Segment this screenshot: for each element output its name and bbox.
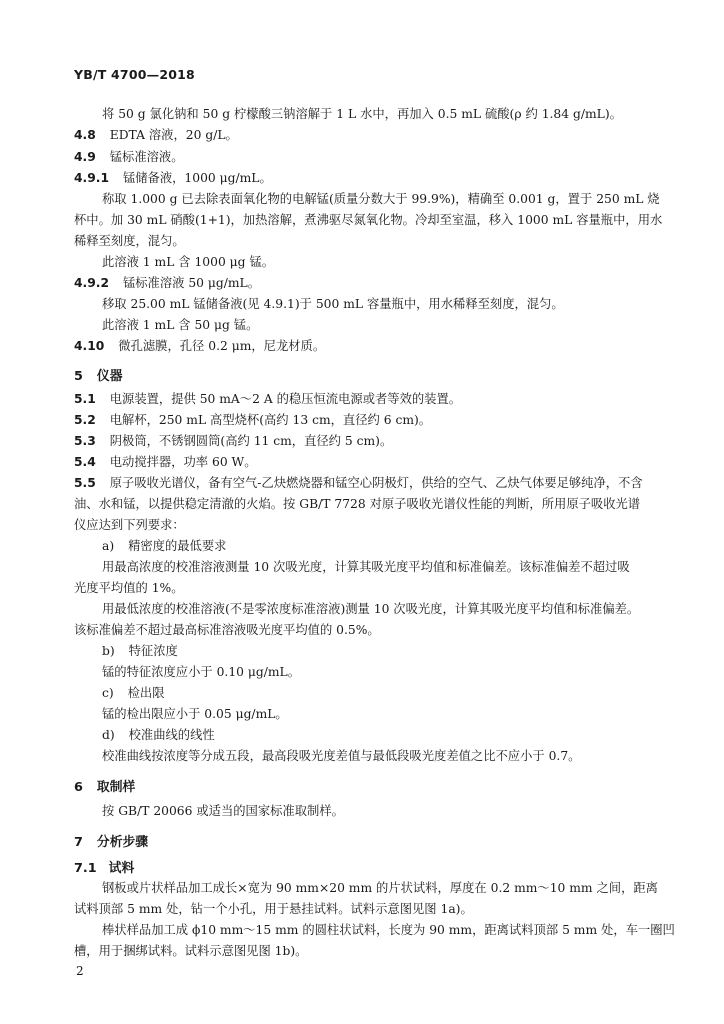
list-item-text: 精密度的最低要求 <box>128 539 227 553</box>
text-line: 此溶液 1 mL 含 1000 μg 锰。 <box>102 255 275 269</box>
subsection-number: 7.1 <box>74 861 97 876</box>
clause-number: 4.8 <box>74 128 96 142</box>
list-marker: c) <box>102 686 114 700</box>
section-number: 6 <box>74 780 83 795</box>
section-number: 7 <box>74 835 83 850</box>
clause-text: 锰储备液，1000 μg/mL。 <box>122 171 272 185</box>
text-line: 棒状样品加工成 ϕ10 mm～15 mm 的圆柱状试料，长度为 90 mm，距离试料顶部 5 mm 处，车一圈凹 <box>102 923 675 937</box>
clause-5-4 <box>74 454 257 470</box>
clause-number: 4.9 <box>74 150 96 164</box>
section-heading-7 <box>74 831 148 850</box>
clause-4-10 <box>74 338 325 354</box>
clause-5-3 <box>74 433 392 449</box>
text-line: 杯中。加 30 mL 硝酸(1+1)，加热溶解，煮沸驱尽氮氧化物。冷却至室温，移入 1000 mL 容量瓶中，用水 <box>74 213 663 227</box>
list-item-text: 校准曲线的线性 <box>128 728 215 742</box>
section-title: 分析步骤 <box>96 835 149 850</box>
clause-number: 4.9.2 <box>74 276 110 290</box>
text-line: 锰的检出限应小于 0.05 μg/mL。 <box>102 707 288 721</box>
text-line: 将 50 g 氯化钠和 50 g 柠檬酸三钠溶解于 1 L 水中，再加入 0.5 mL 硫酸(ρ 约 1.84 g/mL)。 <box>102 107 622 121</box>
section-number: 5 <box>74 369 83 384</box>
clause-number: 5.5 <box>74 476 96 490</box>
section-title: 仪器 <box>96 369 123 384</box>
text-line: 该标准偏差不超过最高标准溶液吸光度平均值的 0.5%。 <box>74 623 380 637</box>
text-line: 仪应达到下列要求： <box>74 518 185 532</box>
page-number: 2 <box>76 964 84 978</box>
clause-5-5 <box>74 475 643 491</box>
clause-text: 电源装置，提供 50 mA～2 A 的稳压恒流电源或者等效的装置。 <box>109 392 462 406</box>
clause-text: 阴极筒，不锈钢圆筒(高约 11 cm，直径约 5 cm)。 <box>109 434 393 448</box>
text-line: 试料顶部 5 mm 处，钻一个小孔，用于悬挂试料。试料示意图见图 1a)。 <box>74 902 473 916</box>
text-line: 稀释至刻度，混匀。 <box>74 234 185 248</box>
text-line: 用最高浓度的校准溶液测量 10 次吸光度，计算其吸光度平均值和标准偏差。该标准偏差不超过吸 <box>102 560 630 574</box>
clause-4-9-2 <box>74 275 260 291</box>
subsection-heading-7-1 <box>74 857 134 876</box>
text-line: 光度平均值的 1%。 <box>74 581 184 595</box>
clause-text: EDTA 溶液，20 g/L。 <box>109 128 238 142</box>
clause-text: 锰标准溶液 50 μg/mL。 <box>122 276 261 290</box>
clause-text: 锰标准溶液。 <box>109 150 184 164</box>
text-line: 称取 1.000 g 已去除表面氧化物的电解锰(质量分数大于 99.9%)，精确至 0.001 g，置于 250 mL 烧 <box>102 192 660 206</box>
text-line: 用最低浓度的校准溶液(不是零浓度标准溶液)测量 10 次吸光度，计算其吸光度平均值和标准偏差。 <box>102 602 640 616</box>
section-heading-6 <box>74 776 135 795</box>
clause-number: 5.2 <box>74 413 96 427</box>
clause-number: 4.10 <box>74 339 105 353</box>
list-item-text: 特征浓度 <box>128 644 178 658</box>
text-line: 移取 25.00 mL 锰储备液(见 4.9.1)于 500 mL 容量瓶中，用水稀释至刻度，混匀。 <box>102 297 564 311</box>
clause-number: 4.9.1 <box>74 171 110 185</box>
list-marker: a) <box>102 539 115 553</box>
text-line: 钢板或片状样品加工成长×宽为 90 mm×20 mm 的片状试料，厚度在 0.2 mm～10 mm 之间，距离 <box>102 881 658 895</box>
list-item-b <box>102 643 178 659</box>
standard-number-header: YB/T 4700—2018 <box>74 67 195 82</box>
section-heading-5 <box>74 365 123 384</box>
text-line: 锰的特征浓度应小于 0.10 μg/mL。 <box>102 665 300 679</box>
list-item-d <box>102 727 215 743</box>
list-marker: b) <box>102 644 115 658</box>
clause-number: 5.4 <box>74 455 96 469</box>
clause-text: 电解杯，250 mL 高型烧杯(高约 13 cm，直径约 6 cm)。 <box>109 413 432 427</box>
list-item-c <box>102 685 165 701</box>
clause-5-1 <box>74 391 461 407</box>
list-item-a <box>102 538 226 554</box>
clause-4-9-1 <box>74 170 272 186</box>
text-line: 按 GB/T 20066 或适当的国家标准取制样。 <box>102 804 344 818</box>
clause-text: 电动搅拌器，功率 60 W。 <box>109 455 257 469</box>
list-item-text: 检出限 <box>127 686 165 700</box>
clause-number: 5.1 <box>74 392 96 406</box>
clause-number: 5.3 <box>74 434 96 448</box>
subsection-title: 试料 <box>108 861 135 876</box>
clause-4-8 <box>74 127 238 143</box>
section-title: 取制样 <box>96 780 136 795</box>
text-line: 校准曲线按浓度等分成五段，最高段吸光度差值与最低段吸光度差值之比不应小于 0.7。 <box>102 749 581 763</box>
clause-text: 原子吸收光谱仪，备有空气-乙炔燃烧器和锰空心阴极灯，供给的空气、乙炔气体要足够纯净，不含 <box>109 476 643 490</box>
text-line: 油、水和锰，以提供稳定清澈的火焰。按 GB/T 7728 对原子吸收光谱仪性能的判断，所用原子吸收光谱 <box>74 497 641 511</box>
text-line: 槽，用于捆绑试料。试料示意图见图 1b)。 <box>74 944 308 958</box>
list-marker: d) <box>102 728 115 742</box>
clause-5-2 <box>74 412 431 428</box>
clause-text: 微孔滤膜，孔径 0.2 μm，尼龙材质。 <box>118 339 326 353</box>
clause-4-9 <box>74 149 184 165</box>
text-line: 此溶液 1 mL 含 50 μg 锰。 <box>102 318 259 332</box>
